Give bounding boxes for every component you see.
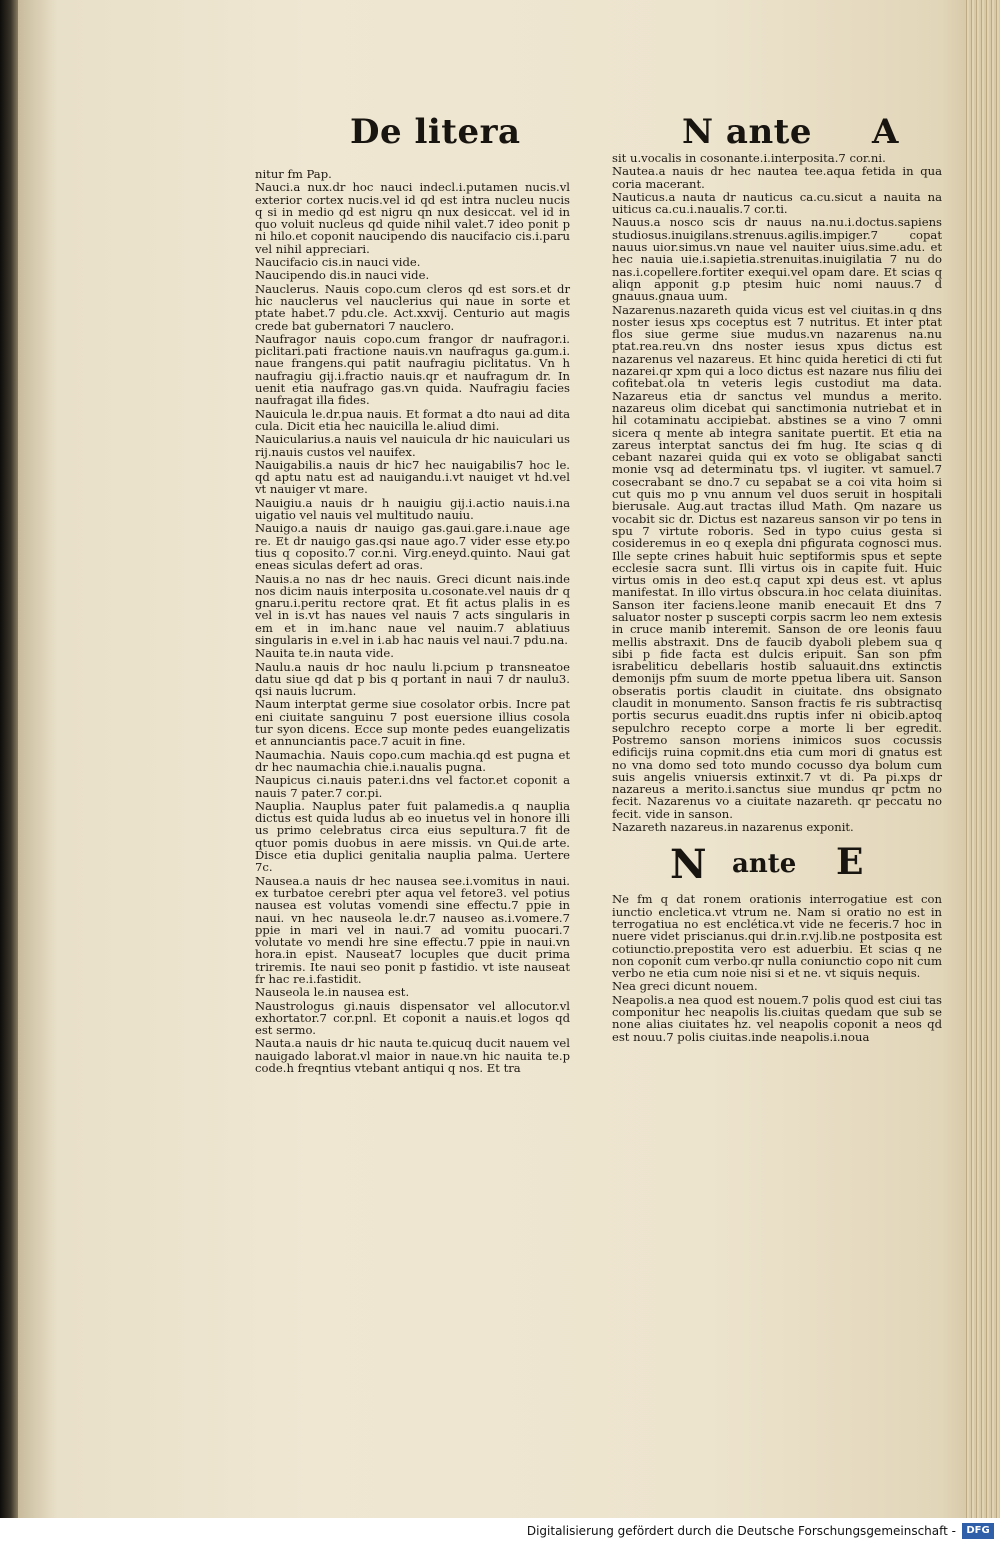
entry-paragraph: Naufragor nauis copo.cum frangor dr naufragor.i. piclitari.pati fractione nauis.vn naufragus ga.gum.i. naue frangens.qui patit naufragiu piclitatus. Vn h naufragiu gij.i.fractio nauis.qr et naufragum dr. In uenit etia naufrago gas.vn quida. Naufragiu facies naufragat illa fides.	[255, 331, 570, 408]
entry-paragraph: sit u.vocalis in cosonante.i.interposita.7 cor.ni.	[612, 151, 886, 165]
footer-credit-text: Digitalisierung gefördert durch die Deutsche Forschungsgemeinschaft -	[526, 1524, 956, 1538]
subheading-word: ante	[732, 849, 797, 880]
entry-paragraph: Naucipendo dis.in nauci vide.	[255, 268, 430, 283]
entry-paragraph: Nauita te.in nauta vide.	[255, 646, 394, 661]
dfg-logo: DFG	[962, 1523, 994, 1539]
entry-paragraph: Nauigiu.a nauis dr h nauigiu gij.i.actio nauis.i.na uigatio vel nauis vel multitudo nauiu.	[255, 495, 570, 523]
right-column-top-entries	[612, 152, 942, 833]
subheading-letter: N	[670, 841, 707, 889]
entry-paragraph: Nauclerus. Nauis copo.cum cleros qd est sors.et dr hic nauclerus vel nauclerius qui naue in sorte et ptate habet.7 pdu.cle. Act.xxvij. Centurio aut magis crede bat gubernatori 7 nauclero.	[255, 281, 570, 333]
entry-paragraph: Nauicularius.a nauis vel nauicula dr hic nauiculari us rij.nauis custos vel nauifex.	[255, 432, 570, 459]
entry-paragraph: Nea greci dicunt nouem.	[612, 979, 758, 994]
right-text-column	[612, 152, 942, 1044]
entry-paragraph: Nauigo.a nauis dr nauigo gas.gaui.gare.i.naue age re. Et dr nauigo gas.qsi naue ago.7 vider esse ety.po tius q coposito.7 cor.ni. Virg.eneyd.quinto. Naui gat eneas siculas defert ad oras.	[255, 521, 570, 573]
right-column-bottom-entries	[612, 893, 942, 1043]
entry-paragraph: Naustrologus gi.nauis dispensator vel allocutor.vl exhortator.7 cor.pnl. Et coponit a nauis.et logos qd est sermo.	[255, 998, 570, 1038]
book-gutter	[0, 0, 18, 1518]
subheading-second-letter: E	[836, 841, 864, 884]
entry-paragraph: Nausea.a nauis dr hec nausea see.i.vomitus in naui. ex turbatoe cerebri pter aqua vel fetore3. vel potius nausea est volutas vomendi sine effectu.7 ppie in naui. vn hec nauseola le.dr.7 nauseo as.i.vomere.7 ppie in mari vel in naui.7 ad vomitu puocari.7 volutate vo mendi hre sine effectu.7 ppie in naui.vn hora.in epist. Nauseat7 locuples que ducit prima triremis. Ite naui seo ponit p fastidio. vt iste nauseat fr hac re.i.fastidit.	[255, 873, 570, 986]
entry-paragraph: Nauigabilis.a nauis dr hic7 hec nauigabilis7 hoc le. qd aptu natu est ad nauigandu.i.vt nauiget vt hd.vel vt nauiger vt mare.	[255, 457, 570, 497]
entry-paragraph: Naucifacio cis.in nauci vide.	[255, 255, 421, 270]
entry-paragraph: Nauseola le.in nausea est.	[255, 985, 410, 1000]
entry-paragraph: Nazarenus.nazareth quida vicus est vel ciuitas.in q dns noster iesus xps coceptus est 7 nutritus. Et inter ptat flos siue germe siue mudus.vn nazarenus na.nu ptat.rea.reu.vn dns noster iesus xpus dictus est nazarenus vel nazareus. Et hinc quida heretici di cti fut nazarei.qr xpm qui a loco dictus est nazare nus filiu dei cofitebat.ola tn veteris legis custodiut ma data. Nazareus etia dr sanctus vel mundus a merito. nazareus olim dicebat qui sanctimonia nutriebat et in hil cotaminatu accipiebat. abstines se a vino 7 omni sicera q mente ab integra sanitate puertit. Et etia na zareus interptat sanctus dei fm hug. Ite scias q di cebant nazarei quida qui ex voto se obligabat sancti monie vsq ad determinatu tps. vl iugiter. vt samuel.7 cosecrabant se dno.7 cu sepabat se a coi vita hoim si cut quis mo p vnu annum vel duos seruit in hospitali bierusale. Aug.aut tractas illud Math. Qm nazare us vocabit sic dr. Dictus est nazareus sanson vir po tens in spu 7 virtute roboris. Sed in typo cuius gesta si cosideremus in eo q exepla dni pfigurata cognosci mus. Ille septe crines habuit huic septiformis spus et septe ecclesie sacra sunt. Illi virtus ois in capite fuit. Huic virtus omis in deo est.q caput xpi deus est. vt aplus manifestat. In illo virtus obscura.in hoc celata diuinitas. Sanson iter faciens.leone manib enecauit Et dns 7 saluator noster p suscepti corpis sacrm leo nem extesis in cruce manib interemit. Sanson de ore leonis fauu mellis abstraxit. Dns de faucib dyaboli plebem sua q sibi p fide facta est dulcis eripuit. San son pfm israbeliticu debellaris hostib saluauit.dns extinctis demonijs pfm suum de morte ppetua libera uit. Sanson obseratis portis claudit in ciuitate. dns obsignato claudit in monumento. Sanson fractis fe ris subtractisq portis securus euadit.dns ruptis infer ni obicib.aptoq sepulchro recepto corpe a morte li ber egredit. Postremo sanson moriens inimicos suos cocussis edificijs ruina copmit.dns etia cum mori di gnatus est no vna domo sed toto mundo cocusso dya bolum cum suis angelis vniuersis extinxit.7 vt di. Pa pi.xps dr nazareus a merito.i.sanctus siue mundus qr pctm no fecit. Nazarenus vo a ciuitate nazareth. qr peccatu no fecit. vide in sanson.	[612, 302, 942, 821]
running-header-middle: N ante	[682, 112, 813, 152]
entry-paragraph: Naulu.a nauis dr hoc naulu li.pcium p transneatoe datu siue qd dat p bis q portant in naui 7 dr naulu3. qsi nauis lucrum.	[255, 659, 570, 699]
entry-paragraph: Nauis.a no nas dr hec nauis. Greci dicunt nais.inde nos dicim nauis interposita u.cosonate.vel nauis dr q gnaru.i.peritu rectore qrat. Et fit actus plalis in es vel in is.vt has naues vel nauis 7 acts singularis in em et in im.hanc naue vel nauim.7 ablatiuus singularis in e.vel in i.ab hac nauis vel naui.7 pdu.na.	[255, 571, 570, 647]
entry-paragraph: Nauplia. Nauplus pater fuit palamedis.a q nauplia dictus est quida ludus ab eo inuetus vel in honore illi us primo celebratus circa eius sepultura.7 fit de qtuor pomis duobus in aere missis. vn Qui.de arte. Disce etia duplici genitalia nauplia palma. Uertere 7c.	[255, 798, 570, 875]
left-text-column	[255, 168, 570, 1075]
entry-paragraph: Ne fm q dat ronem orationis interrogatiue est con iunctio encletica.vt vtrum ne. Nam si oratio no est in terrogatiua no est enclética.vt vide ne feceris.7 hoc in nuere videt priscianus.qui dr.in.r.vj.lib.ne postposita est cotiunctio.prepostita vero est aduerbiu. Et scias q ne non coponit cum verbo.qr nulla coniunctio copo nit cum verbo ne etia cum noie nisi si et ne. vt siquis nequis.	[612, 892, 942, 981]
page-edges	[964, 0, 1000, 1518]
entry-paragraph: nitur fm Pap.	[255, 167, 332, 181]
digitization-footer	[0, 1518, 1000, 1544]
entry-paragraph: Nauci.a nux.dr hoc nauci indecl.i.putamen nucis.vl exterior cortex nucis.vel id qd est intra nucleu nucis q si in medio qd est nigru qn nux desiccat. vel id in quo voluit nucleus qd quide nihil valet.7 ideo ponit p ni hilo.et coponit naucipendo dis naucifacio cis.i.paru vel nihil appreciari.	[255, 180, 570, 256]
entry-paragraph: Naumachia. Nauis copo.cum machia.qd est pugna et dr hec naumachia chie.i.naualis pugna.	[255, 747, 570, 774]
running-header-left: De litera	[350, 112, 521, 152]
entry-paragraph: Naum interptat germe siue cosolator orbis. Incre pat eni ciuitate sanguinu 7 post euersione illius cosola tur syon dicens. Ecce sup monte pedes euangelizatis et annunciantis pace.7 acuit in fine.	[255, 697, 570, 749]
entry-paragraph: Nazareth nazareus.in nazarenus exponit.	[612, 820, 854, 835]
entry-paragraph: Neapolis.a nea quod est nouem.7 polis quod est ciui tas componitur hec neapolis lis.ciuitas quedam que sub se none alias ciuitates hz. vel neapolis coponit a neos qd est nouu.7 polis ciuitas.inde neapolis.i.noua	[612, 992, 942, 1044]
entry-paragraph: Naupicus ci.nauis pater.i.dns vel factor.et coponit a nauis 7 pater.7 cor.pi.	[255, 773, 570, 800]
section-subheading	[612, 841, 942, 887]
entry-paragraph: Nauicula le.dr.pua nauis. Et format a dto naui ad dita cula. Dicit etia hec nauicilla le.aliud dimi.	[255, 406, 570, 433]
entry-paragraph: Nauticus.a nauta dr nauticus ca.cu.sicut a nauita na uiticus ca.cu.i.naualis.7 cor.ti.	[612, 189, 942, 217]
entry-paragraph: Nautea.a nauis dr hec nautea tee.aqua fetida in qua coria macerant.	[612, 164, 942, 191]
running-header-right: A	[872, 112, 899, 152]
entry-paragraph: Nauta.a nauis dr hic nauta te.quicuq ducit nauem vel nauigado laborat.vl maior in naue.vn hic nauita te.p code.h freqntius vtebant antiqui q nos. Et tra	[255, 1036, 570, 1076]
entry-paragraph: Nauus.a nosco scis dr nauus na.nu.i.doctus.sapiens studiosus.inuigilans.strenuus.agilis.impiger.7 copat nauus uior.simus.vn naue vel nauiter uius.sime.adu. et hec nauia uie.i.sapietia.strenuitas.inuigilatia 7 nu do nas.i.copellere.fortiter exequi.vel opam dare. Et scias q aliqn apponit g.p ptesim huic nomi nauus.7 d gnauus.gnaua uum.	[612, 215, 942, 304]
